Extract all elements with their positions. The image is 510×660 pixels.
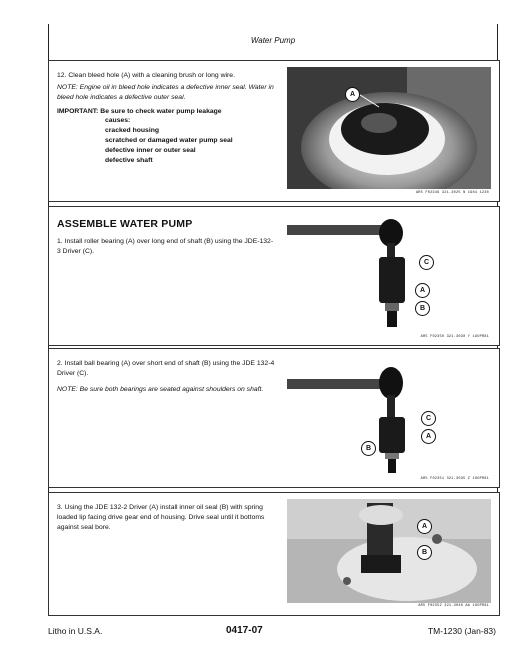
callout-c: C (419, 255, 434, 270)
figure-ref: AR5 F02352 321.3040 AA 19OPR81 (418, 604, 489, 608)
important-line-3: cracked housing (105, 127, 160, 135)
footer-litho: Litho in U.S.A. (48, 626, 103, 636)
footer-page-number: 0417-07 (226, 625, 263, 636)
step-12-section (48, 60, 500, 202)
step-3-section (48, 492, 500, 616)
important-notice (57, 107, 275, 166)
ball-bearing-photo (287, 355, 491, 475)
step-3-text-block (57, 503, 275, 533)
roller-bearing-photo (287, 213, 491, 333)
note-label: NOTE: (57, 385, 78, 393)
section-title: ASSEMBLE WATER PUMP (57, 218, 193, 230)
step-2-text-block (57, 359, 275, 395)
callout-a: A (345, 87, 360, 102)
important-line-4: scratched or damaged water pump seal (105, 137, 233, 145)
step-2-instruction: 2. Install ball bearing (A) over short end of shaft (B) using the JDE 132-4 Driver (C). (57, 360, 275, 377)
callout-a: A (421, 429, 436, 444)
callout-b: B (361, 441, 376, 456)
callout-a: A (415, 283, 430, 298)
figure-ref: AR5 F02349 321.3025 N 1984 1230 (415, 191, 489, 195)
assemble-step-1-section (48, 206, 500, 346)
step-3-instruction: 3. Using the JDE 132-2 Driver (A) install inner oil seal (B) with spring loaded lip facing drive gear end of housing. Drive seal until it bottoms against seal bore. (57, 504, 265, 531)
step-2-section (48, 348, 500, 488)
important-label: IMPORTANT: (57, 107, 99, 115)
step-12-instruction: 12. Clean bleed hole (A) with a cleaning brush or long wire. (57, 72, 235, 79)
important-line-1: Be sure to check water pump leakage (100, 107, 222, 115)
bleed-hole-photo (287, 67, 491, 189)
callout-a: A (417, 519, 432, 534)
note-label: NOTE: (57, 83, 78, 91)
page-header-title: Water Pump (250, 36, 296, 45)
important-line-5: defective inner or outer seal (105, 146, 196, 154)
assemble-text-block (57, 217, 275, 257)
callout-b: B (417, 545, 432, 560)
figure-ref: AR5 F02351 321.3035 Z 19OPR81 (420, 477, 489, 481)
footer-manual-id: TM-1230 (Jan-83) (427, 626, 496, 636)
step-12-text-block (57, 71, 275, 166)
note-text: Be sure both bearings are seated against shoulders on shaft. (79, 385, 264, 393)
important-line-6: defective shaft (105, 156, 153, 164)
callout-c: C (421, 411, 436, 426)
step-2-note (57, 385, 275, 395)
step-12-note (57, 83, 275, 103)
oil-seal-photo (287, 499, 491, 603)
note-text: Engine oil in bleed hole indicates a defective inner seal. Water in bleed hole indicates a defective outer seal. (57, 83, 274, 101)
callout-b: B (415, 301, 430, 316)
important-line-2: causes: (105, 117, 131, 125)
step-1-instruction: 1. Install roller bearing (A) over long end of shaft (B) using the JDE-132-3 Driver (C). (57, 238, 274, 256)
figure-ref: AR5 F02350 321.3030 Y 19OPR81 (420, 335, 489, 339)
